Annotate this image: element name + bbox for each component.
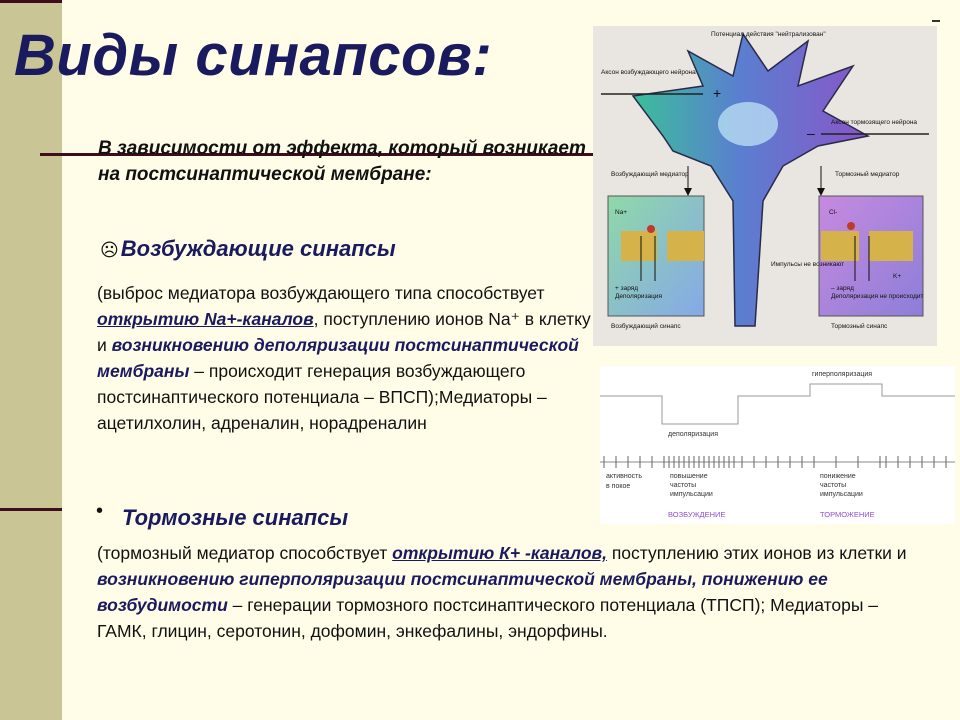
- na-channels-link[interactable]: открытию Na+-каналов: [97, 309, 314, 329]
- hyperpolarization-emphasis: возникновению гиперполяризации постсинаптической мембраны, понижению ее возбудимости: [97, 569, 828, 615]
- graph-caption-exc: ВОЗБУЖДЕНИЕ: [668, 510, 726, 519]
- graph-label-rest-2: в покое: [606, 483, 631, 490]
- ion-cl: Cl-: [829, 209, 838, 216]
- label-impulses: Импульсы не возникают: [771, 261, 845, 268]
- label-charge-plus: + заряд: [615, 285, 639, 292]
- graph-label-rest-1: активность: [606, 473, 642, 480]
- excitatory-text-1: (выброс медиатора возбуждающего типа способствует: [97, 283, 545, 303]
- excitatory-heading: [100, 236, 396, 262]
- slide-title: Виды синапсов:: [14, 23, 493, 88]
- excitatory-text-2: , поступлению ионов Na⁺ в клетку и: [97, 309, 591, 355]
- caption-exc: Возбуждающий синапс: [611, 323, 681, 330]
- caption-inh: Тормозный синапс: [831, 323, 888, 330]
- graph-label-depol: деполяризация: [668, 431, 718, 438]
- ion-na: Na+: [615, 209, 628, 216]
- inhibitory-text-2: поступлению этих ионов из клетки и: [606, 543, 907, 563]
- inhibitory-text-3: – генерации тормозного постсинаптического потенциала (ТПСП); Медиаторы – ГАМК, глицин, серотонин, дофомин, энкефалины, эндорфины.: [97, 595, 879, 641]
- graph-caption-inh: ТОРМОЖЕНИЕ: [820, 510, 875, 519]
- excitatory-text-3: – происходит генерация возбуждающего постсинаптического потенциала – ВПСП);Медиаторы – ацетилхолин, адреналин, норадреналин: [97, 361, 547, 433]
- depolarization-emphasis: возникновению деполяризации постсинаптической мембраны: [97, 335, 579, 381]
- ion-k: K+: [893, 273, 902, 280]
- slide-subtitle: В зависимости от эффекта, который возникает на постсинаптической мембране:: [98, 138, 586, 185]
- label-potential: Потенциал действия "нейтрализован": [711, 31, 826, 38]
- membrane-potential-graph: [600, 366, 955, 524]
- synapse-diagram: [593, 26, 937, 346]
- graph-label-down-2: частоты: [820, 482, 847, 489]
- inhibitory-text-1: (тормозный медиатор способствует: [97, 543, 393, 563]
- label-axon-inh: Аксон тормозящего нейрона: [831, 119, 918, 126]
- graph-label-up-3: импульсации: [670, 491, 713, 498]
- inhibitory-heading: Тормозные синапсы: [122, 505, 349, 530]
- label-depol: Деполяризация: [615, 293, 663, 300]
- potential-trace: [600, 384, 955, 424]
- bullet-dot-icon: •: [96, 500, 104, 522]
- label-depol-none: Деполяризация не происходит: [831, 293, 924, 300]
- label-inh-mediator: Тормозный медиатор: [835, 171, 900, 178]
- label-axon-exc: Аксон возбуждающего нейрона: [601, 69, 696, 76]
- svg-text:+: +: [713, 85, 722, 101]
- excitatory-paragraph: [97, 280, 597, 436]
- inhibitory-paragraph: [97, 540, 912, 644]
- svg-text:–: –: [807, 125, 815, 141]
- label-charge-minus: – заряд: [831, 285, 854, 292]
- graph-label-up-1: повышение: [670, 473, 708, 480]
- graph-label-down-3: импульсации: [820, 491, 863, 498]
- corner-mark: [932, 20, 940, 22]
- decorative-side-bar: [0, 0, 62, 720]
- graph-label-hyper: гиперполяризация: [812, 371, 873, 378]
- frown-bullet-icon: ☹: [100, 240, 119, 260]
- k-channels-link[interactable]: открытию К+ -каналов,: [392, 543, 607, 563]
- label-exc-mediator: Возбуждающий медиатор: [611, 171, 689, 178]
- excitatory-heading-text: Возбуждающие синапсы: [120, 236, 396, 261]
- graph-label-up-2: частоты: [670, 482, 697, 489]
- graph-label-down-1: понижение: [820, 473, 856, 480]
